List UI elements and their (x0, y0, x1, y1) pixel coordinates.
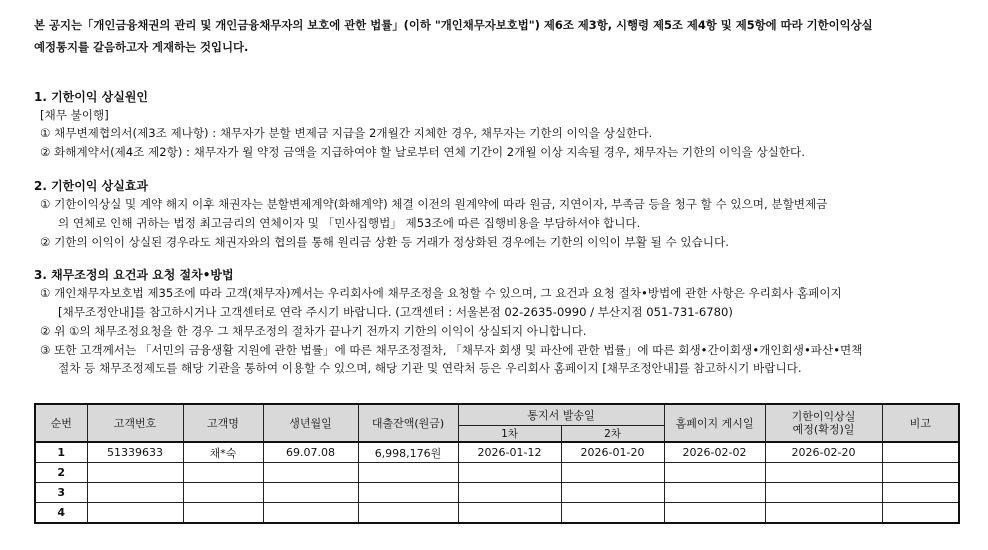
cell-first-notice (458, 463, 561, 483)
cell-customer-name: 채*숙 (183, 442, 263, 463)
header-loan-balance: 대출잔액(원금) (358, 404, 458, 442)
cell-loan-balance (358, 483, 458, 503)
cell-customer-name (183, 463, 263, 483)
section-3-line: 절차 등 채무조정제도를 해당 기관을 통하여 이용할 수 있으며, 해당 기관 및 연락처 등은 우리회사 홈페이지 [채무조정안내]를 참고하시기 바랍니다. (58, 361, 802, 375)
cell-customer-name (183, 503, 263, 524)
cell-seq: 4 (35, 503, 87, 524)
cell-expected-date (765, 503, 882, 524)
cell-birth: 69.07.08 (263, 442, 358, 463)
cell-remarks (882, 483, 959, 503)
cell-expected-date: 2026-02-20 (765, 442, 882, 463)
cell-homepage-date (664, 483, 765, 503)
section-1-title: 1. 기한이익 상실원인 (34, 90, 149, 104)
notice-table (34, 403, 960, 524)
intro-line-1: 본 공지는「개인금융채권의 관리 및 개인금융채무자의 보호에 관한 법률」(이하 "개인채무자보호법") 제6조 제3항, 시행령 제5조 제4항 및 제5항에 따라 기한이익상실 (34, 18, 873, 32)
cell-remarks (882, 463, 959, 483)
section-3-line: ③ 또한 고객께서는 「서민의 금융생활 지원에 관한 법률」에 따른 채무조정절차, 「채무자 회생 및 파산에 관한 법률」에 따른 회생•간이회생•개인회생•파산•면책 (40, 343, 863, 357)
cell-customer-no (87, 503, 183, 524)
cell-second-notice (561, 503, 664, 524)
cell-first-notice (458, 483, 561, 503)
header-expected-date (765, 404, 882, 442)
section-3-title: 3. 채무조정의 요건과 요청 절차•방법 (34, 268, 234, 282)
cell-customer-no (87, 483, 183, 503)
section-2-title: 2. 기한이익 상실효과 (34, 179, 149, 193)
header-customer-no: 고객번호 (87, 404, 183, 442)
cell-seq: 3 (35, 483, 87, 503)
cell-seq: 2 (35, 463, 87, 483)
cell-birth (263, 483, 358, 503)
header-customer-name: 고객명 (183, 404, 263, 442)
header-remarks: 비고 (882, 404, 959, 442)
cell-birth (263, 503, 358, 524)
table-row (35, 442, 959, 463)
cell-loan-balance: 6,998,176원 (358, 442, 458, 463)
cell-second-notice (561, 483, 664, 503)
section-2-line: 의 연체로 인해 귀하는 법정 최고금리의 연체이자 및 「민사집행법」 제53조에 따른 집행비용을 부담하셔야 합니다. (58, 216, 641, 230)
header-second-notice: 2차 (561, 426, 664, 443)
cell-customer-no: 51339633 (87, 442, 183, 463)
cell-expected-date (765, 483, 882, 503)
section-2-line: ② 기한의 이익이 상실된 경우라도 채권자와의 협의를 통해 원리금 상환 등 거래가 정상화된 경우에는 기한의 이익이 부활 될 수 있습니다. (40, 235, 729, 249)
cell-remarks (882, 503, 959, 524)
section-1-line: ② 화해계약서(제4조 제2항) : 채무자가 월 약정 금액을 지급하여야 할 날로부터 연체 기간이 2개월 이상 지속될 경우, 채무자는 기한의 이익을 상실한다. (40, 145, 805, 159)
cell-remarks (882, 442, 959, 463)
cell-customer-no (87, 463, 183, 483)
cell-homepage-date: 2026-02-02 (664, 442, 765, 463)
header-expected-line-2: 예정(확정)일 (792, 423, 855, 436)
header-seq: 순번 (35, 404, 87, 442)
header-birth: 생년월일 (263, 404, 358, 442)
header-notice-date: 통지서 발송일 (458, 404, 664, 426)
cell-seq: 1 (35, 442, 87, 463)
cell-second-notice: 2026-01-20 (561, 442, 664, 463)
section-3-line: ② 위 ①의 채무조정요청을 한 경우 그 채무조정의 절차가 끝나기 전까지 기한의 이익이 상실되지 아니합니다. (40, 324, 587, 338)
cell-first-notice (458, 503, 561, 524)
table-row (35, 503, 959, 524)
section-2-line: ① 기한이익상실 및 계약 해지 이후 채권자는 분할변제계약(화해계약) 체결 이전의 원계약에 따라 원금, 지연이자, 부족금 등을 청구 할 수 있으며, 분할변제금 (40, 197, 828, 211)
cell-loan-balance (358, 463, 458, 483)
section-1-line: ① 채무변제협의서(제3조 제나항) : 채무자가 분할 변제금 지급을 2개월간 지체한 경우, 채무자는 기한의 이익을 상실한다. (40, 126, 653, 140)
cell-first-notice: 2026-01-12 (458, 442, 561, 463)
cell-customer-name (183, 483, 263, 503)
section-1-line: [채무 불이행] (40, 108, 109, 122)
cell-homepage-date (664, 463, 765, 483)
section-3-line: ① 개인채무자보호법 제35조에 따라 고객(채무자)께서는 우리회사에 채무조정을 요청할 수 있으며, 그 요건과 요청 절차•방법에 관한 사항은 우리회사 홈페이지 (40, 286, 842, 300)
header-first-notice: 1차 (458, 426, 561, 443)
cell-birth (263, 463, 358, 483)
section-3-line: [채무조정안내]를 참고하시거나 고객센터로 연락 주시기 바랍니다. (고객센터 : 서울본점 02-2635-0990 / 부산지점 051-731-6780) (58, 305, 733, 319)
cell-loan-balance (358, 503, 458, 524)
table-row (35, 483, 959, 503)
intro-line-2: 예정통지를 갈음하고자 게재하는 것입니다. (34, 40, 249, 54)
cell-expected-date (765, 463, 882, 483)
cell-second-notice (561, 463, 664, 483)
header-expected-line-1: 기한이익상실 (791, 410, 856, 423)
cell-homepage-date (664, 503, 765, 524)
header-homepage-date: 홈페이지 게시일 (664, 404, 765, 442)
table-row (35, 463, 959, 483)
